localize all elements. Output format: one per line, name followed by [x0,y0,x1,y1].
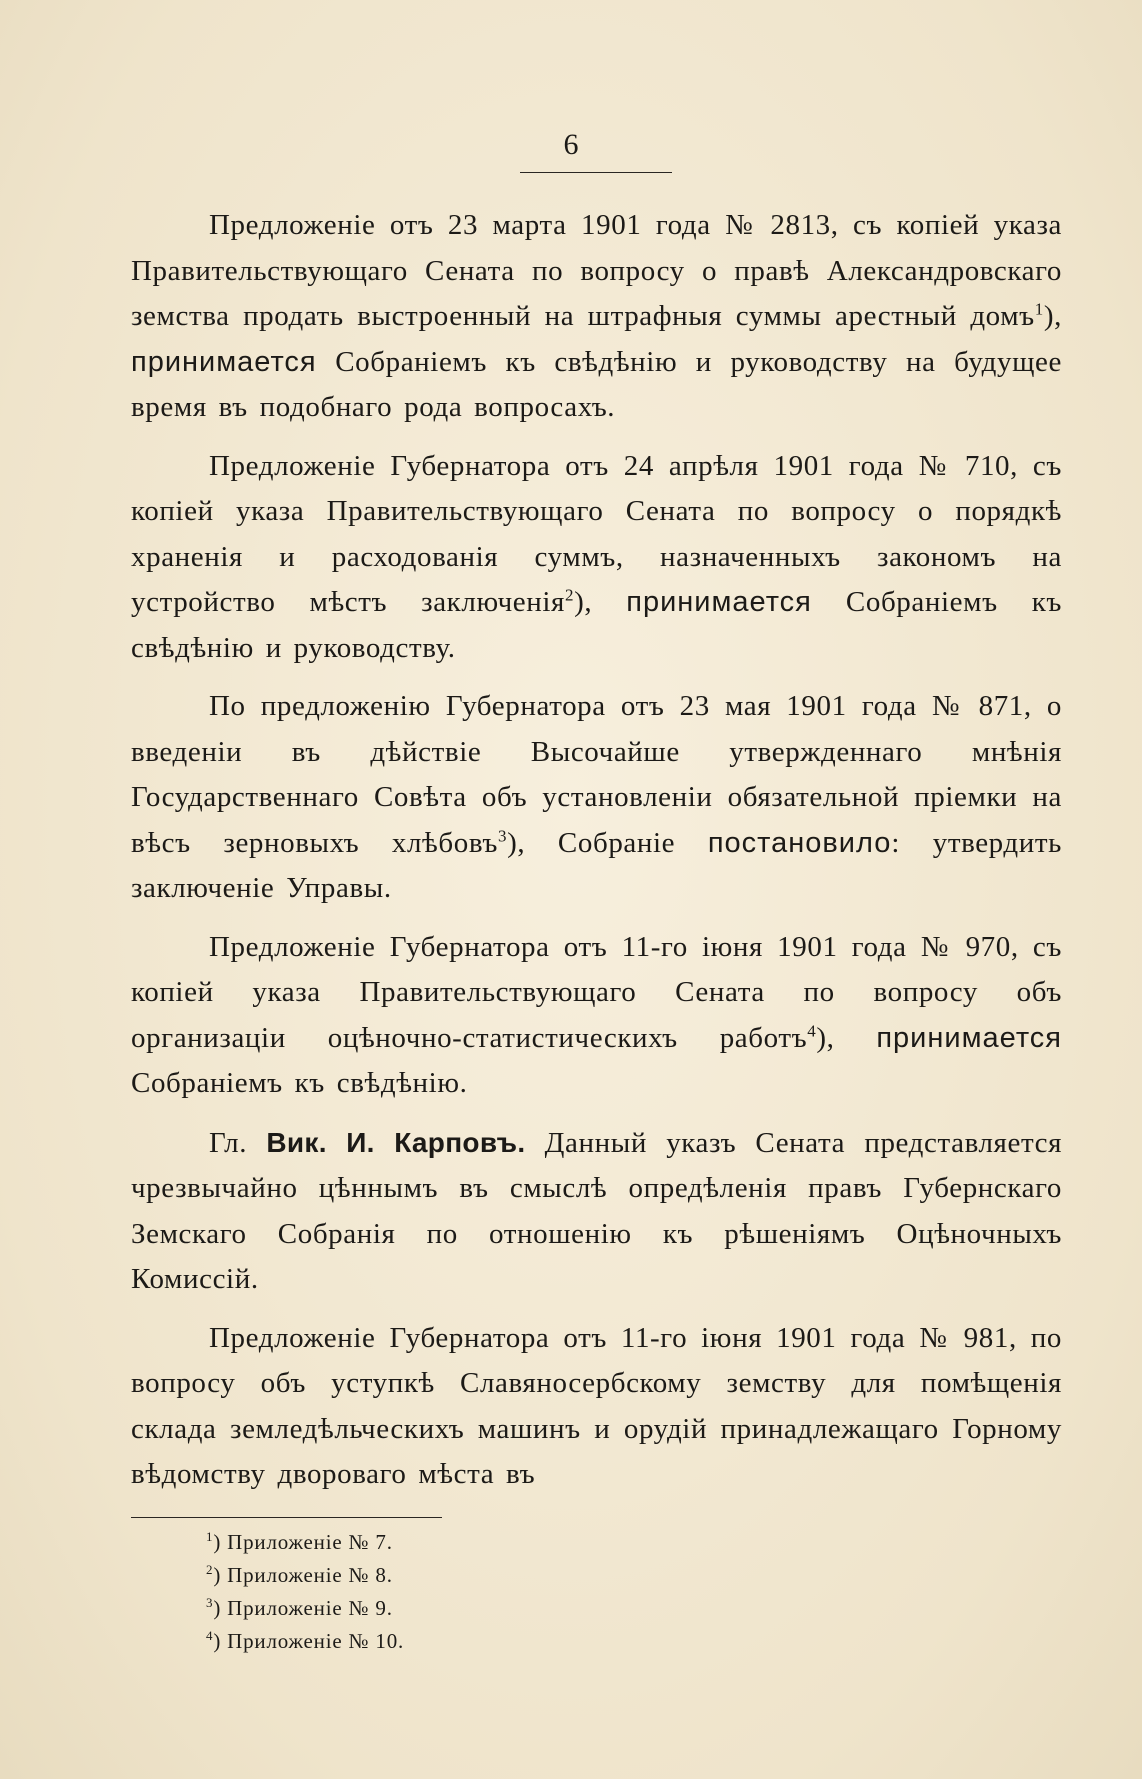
paragraph-text: По предложенію Губернатора отъ 23 мая 1901 года № 871, о введеніи въ дѣйствіе Высочайше утвержденнаго мнѣнія Государственнаго Совѣта объ установленіи обязательной пріемки на вѣсъ зерновыхъ хлѣбовъ [131,690,1062,859]
decision-keyword: принимается [131,345,317,378]
paragraph-6 [131,1316,1062,1498]
paragraph-text: Собраніемъ къ свѣдѣнію и руководству на будущее время въ подобнаго рода вопросахъ. [131,345,1062,423]
footnote-2 [206,1559,404,1592]
decision-keyword: постановило [707,826,892,859]
paragraph-3 [131,684,1062,912]
paragraph-text: Собраніемъ къ свѣдѣнію и руководству. [131,586,1062,664]
footnote-ref: 4 [807,1020,817,1040]
footnote-mark: 1 [206,1529,214,1544]
footnote-rule [131,1517,442,1518]
paragraph-text: Предложеніе отъ 23 марта 1901 года № 2813, съ копіей указа Правительствующаго Сената по вопросу о правѣ Александровскаго земства продать выстроенный на штрафныя суммы арестный домъ [131,209,1062,332]
footnotes [206,1526,404,1658]
speaker-prefix: Гл. [209,1126,267,1159]
footnote-mark: 3 [206,1595,214,1610]
footnote-mark: 2 [206,1562,214,1577]
paragraph-text: ), [574,586,627,618]
footnote-ref: 3 [498,825,508,845]
paragraph-text: Предложеніе Губернатора отъ 11-го іюня 1901 года № 981, по вопросу объ уступкѣ Славяносербскому земству для помѣщенія склада земледѣльческихъ машинъ и орудій принадлежащаго Горному вѣдомству двороваго мѣста въ [131,1321,1062,1490]
decision-keyword: принимается [876,1021,1062,1054]
paragraph-text: Собраніемъ къ свѣдѣнію. [131,1067,468,1099]
paragraph-2 [131,444,1062,672]
paragraph-text: ), [816,1021,877,1054]
paragraph-5 [131,1120,1062,1303]
page-number-rule [520,172,672,173]
footnote-ref: 1 [1034,299,1044,319]
footnote-text: ) Приложеніе № 7. [213,1530,393,1554]
paragraph-text: Предложеніе Губернатора отъ 24 апрѣля 1901 года № 710, съ копіей указа Правительствующаго Сената по вопросу о порядкѣ храненія и расходованія суммъ, назначенныхъ закономъ на устройство мѣстъ заключенія [131,449,1062,618]
footnote-text: ) Приложеніе № 10. [213,1629,405,1653]
footnote-1 [206,1526,404,1559]
footnote-3 [206,1592,404,1625]
decision-keyword: принимается [626,586,812,618]
footnote-mark: 4 [206,1628,214,1643]
paragraph-text: ), Собраніе [507,826,708,859]
speaker-name: Вик. И. Карповъ. [266,1126,526,1158]
paragraph-text: Предложеніе Губернатора отъ 11-го іюня 1901 года № 970, съ копіей указа Правительствующаго Сената по вопросу объ организаціи оцѣночно-статистическихъ работъ [131,930,1062,1054]
paragraph-text: : утвердить заключеніе Управы. [131,826,1062,904]
body-text [131,203,1062,1511]
paragraph-1 [131,203,1062,431]
paragraph-text: ), [1043,300,1062,332]
footnote-text: ) Приложеніе № 8. [213,1563,393,1587]
paragraph-4 [131,925,1062,1107]
footnote-4 [206,1625,404,1658]
page-number: 6 [563,128,579,161]
paragraph-text: Данный указъ Сената представляется чрезвычайно цѣннымъ въ смыслѣ опредѣленія правъ Губернскаго Земскаго Собранія по отношенію къ рѣшеніямъ Оцѣночныхъ Комиссій. [131,1126,1063,1295]
footnote-ref: 2 [564,585,575,605]
footnote-text: ) Приложеніе № 9. [213,1596,393,1620]
